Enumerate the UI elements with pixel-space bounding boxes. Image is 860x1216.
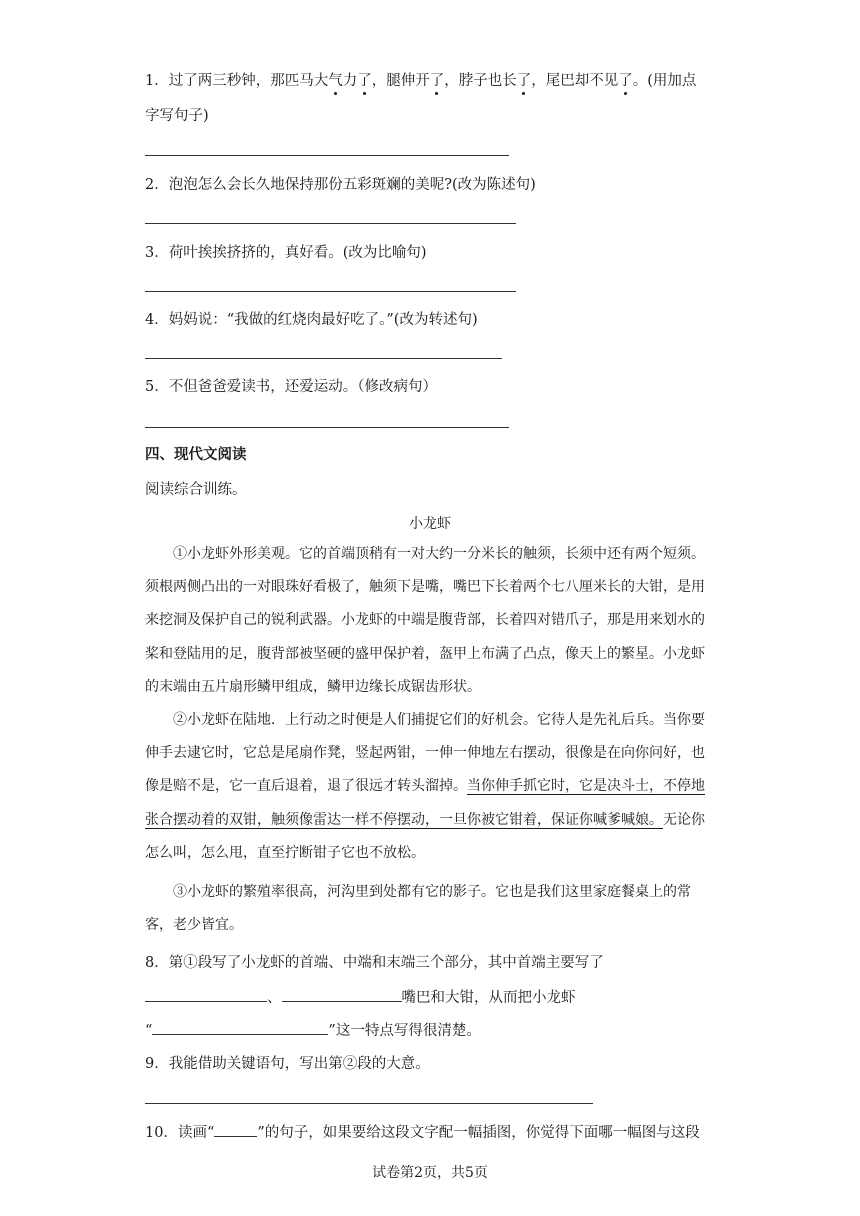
answer-line-q5[interactable] — [145, 427, 509, 428]
question-5: 5．不但爸爸爱读书，还爱运动。（修改病句） — [145, 379, 437, 395]
question-4: 4．妈妈说：“我做的红烧肉最好吃了。”(改为转述句) — [145, 312, 478, 328]
article-paragraph-3 — [145, 876, 715, 942]
question-1-line-2: 字写句子) — [145, 108, 209, 124]
q1-dotted-char: 了 — [618, 73, 633, 89]
question-8-line-2 — [145, 987, 576, 1008]
underlined-sentence: 当你伸手抓它时，它是决斗士，不停地张合摆动着的双钳，触须像雷达一样不停摆动，一旦你被它钳着，保证你喊爹喊娘。 — [145, 778, 705, 828]
fill-blank-1[interactable] — [145, 987, 267, 1002]
article-title: 小龙虾 — [409, 516, 451, 532]
underline-sample — [214, 1122, 257, 1137]
q10-text-b: ”的句子，如果要给这段文字配一幅插图，你觉得下面哪一幅图与这段 — [257, 1125, 700, 1141]
q1-dotted-char: 了 — [357, 73, 372, 89]
answer-line-q2[interactable] — [145, 223, 516, 224]
answer-line-q4[interactable] — [145, 358, 502, 359]
q8-line-3-tail: ”这一特点写得很清楚。 — [328, 1023, 481, 1039]
question-10 — [145, 1122, 700, 1143]
q1-dotted-char: 了 — [429, 73, 445, 89]
q10-text-a: 10．读画“ — [145, 1125, 215, 1141]
fill-blank-2[interactable] — [282, 987, 402, 1002]
q1-dotted-char: 了 — [516, 73, 532, 89]
q8-open-quote: “ — [145, 1023, 153, 1039]
answer-line-q9[interactable] — [145, 1103, 593, 1104]
paragraph-3-text: ③小龙虾的繁殖率很高，河沟里到处都有它的影子。它也是我们这里家庭餐桌上的常客，老少皆宜。 — [145, 884, 691, 934]
article-paragraph-1 — [145, 538, 715, 704]
question-3: 3．荷叶挨挨挤挤的，真好看。(改为比喻句) — [145, 245, 427, 261]
q1-text-a: 1．过了两三秒钟，那匹马大 — [145, 73, 329, 89]
article-paragraph-2 — [145, 704, 715, 870]
q1-text-g: 。(用加点 — [632, 73, 697, 89]
question-9: 9．我能借助关键语句，写出第②段的大意。 — [145, 1056, 430, 1072]
q8-line-2-tail: 嘴巴和大钳，从而把小龙虾 — [401, 990, 576, 1006]
q8-separator: 、 — [267, 990, 282, 1006]
question-8-line-1: 8．第①段写了小龙虾的首端、中端和末端三个部分，其中首端主要写了 — [145, 955, 604, 971]
q1-text-c: ，腿伸开 — [371, 73, 430, 89]
question-8-line-3 — [145, 1020, 481, 1041]
paragraph-2-text: ②小龙虾在陆地．上行动之时便是人们捕捉它们的好机会。它待人是先礼后兵。当你要伸手去逮它时，它总是尾扇作凳，竖起两钳，一伸一伸地左右摆动，很像是在向你问好，也像是赔不是，它一直后退着，退了很远才转头溜掉。 — [145, 712, 705, 795]
page-footer: 试卷第2页，共5页 — [372, 1165, 488, 1181]
paragraph-2-tail: 无论你怎么叫，怎么甩，直至拧断钳子它也不放松。 — [145, 811, 705, 861]
instruction-text: 阅读综合训练。 — [145, 482, 247, 498]
question-2: 2．泡泡怎么会长久地保持那份五彩斑斓的美呢?(改为陈述句) — [145, 177, 536, 193]
answer-line-q1[interactable] — [145, 155, 509, 156]
fill-blank-3[interactable] — [152, 1020, 328, 1035]
q1-text-e: ，脖子也长 — [444, 73, 517, 89]
q1-text-b: 力 — [342, 73, 358, 89]
question-1-line-1 — [145, 71, 696, 91]
q1-dotted-char: 气 — [328, 73, 343, 89]
paragraph-1-text: ①小龙虾外形美观。它的首端顶稍有一对大约一分米长的触须，长须中还有两个短须。须根两侧凸出的一对眼珠好看极了，触须下是嘴，嘴巴下长着两个七八厘米长的大钳，是用来挖洞及保护自己的锐利武器。小龙虾的中端是腹背部，长着四对错爪子，那是用来划水的桨和登陆用的足，腹背部被坚硬的盛甲保护着，盔甲上布满了凸点，像天上的繁星。小龙虾的末端由五片扇形鳞甲组成，鳞甲边缘长成锯齿形状。 — [145, 546, 705, 695]
section-heading: 四、现代文阅读 — [145, 446, 247, 463]
answer-line-q3[interactable] — [145, 291, 516, 292]
q1-text-f: ，尾巴却不见 — [531, 73, 619, 89]
